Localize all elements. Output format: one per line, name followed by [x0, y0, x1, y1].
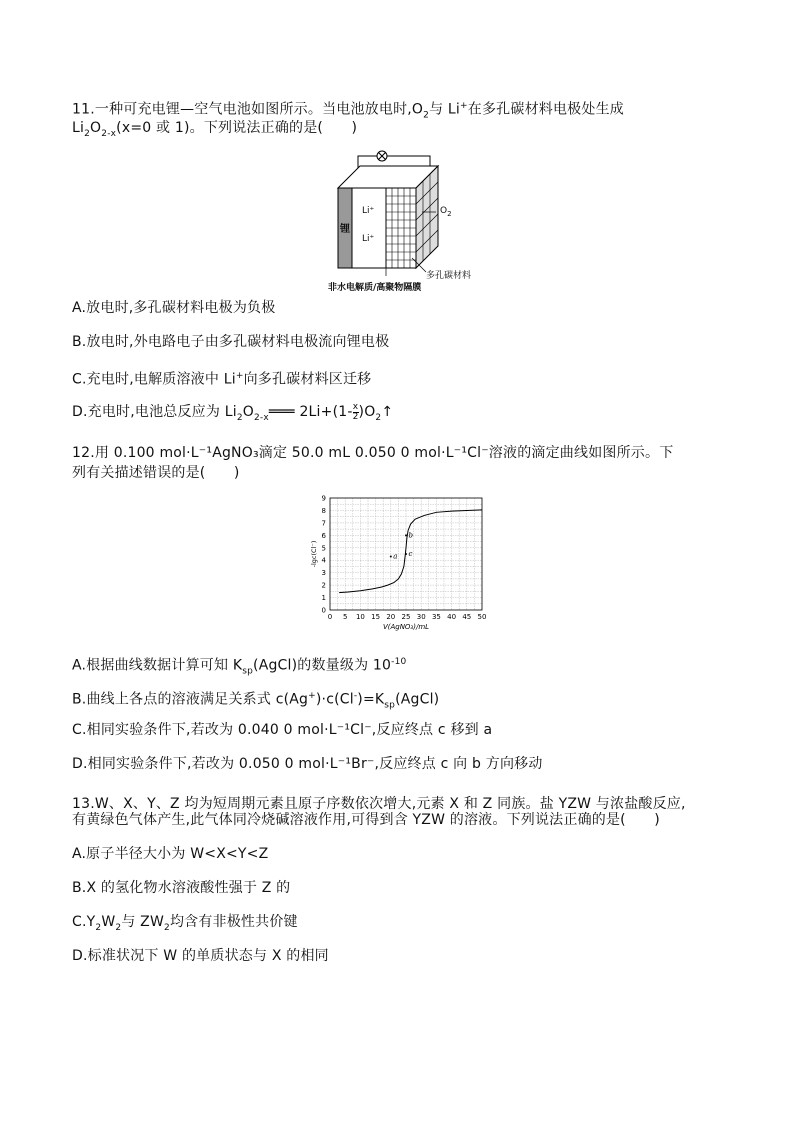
fraction-x-over-2: $\frac{x}{2}$ [352, 401, 359, 422]
label-li-ion-2: Li⁺ [362, 234, 375, 244]
q11-option-a: A.放电时,多孔碳材料电极为负极 [72, 300, 276, 316]
y-tick-label: 8 [321, 506, 326, 515]
electrolyte-region [352, 188, 386, 268]
y-axis-label: -lgc(Cl⁻) [310, 540, 318, 568]
x-tick-label: 30 [416, 613, 426, 621]
q13-stem-line2: 有黄绿色气体产生,此气体同冷烧碱溶液作用,可得到含 YZW 的溶液。下列说法正确的是( ) [72, 812, 660, 828]
x-tick-label: 50 [477, 613, 487, 621]
q13-option-a: A.原子半径大小为 W<X<Y<Z [72, 846, 269, 862]
point-label-a: a [393, 552, 398, 561]
q12-stem-line1: 12.用 0.100 mol·L⁻¹AgNO₃滴定 50.0 mL 0.050 0 mol·L⁻¹Cl⁻溶液的滴定曲线如图所示。下 [72, 445, 674, 461]
y-tick-label: 9 [321, 494, 326, 503]
x-tick-label: 10 [355, 613, 365, 621]
y-tick-label: 6 [321, 531, 326, 540]
point-label-b: b [408, 531, 413, 540]
x-axis-label: V(AgNO₃)/mL [382, 623, 430, 631]
x-tick-label: 35 [431, 613, 441, 621]
point-c [405, 553, 407, 555]
point-b [405, 534, 407, 536]
x-tick-label: 0 [327, 613, 333, 621]
q12-option-c: C.相同实验条件下,若改为 0.040 0 mol·L⁻¹Cl⁻,反应终点 c 移到 a [72, 722, 493, 738]
x-tick-label: 5 [342, 613, 348, 621]
battery-svg [330, 148, 470, 288]
titration-chart-svg [308, 492, 496, 638]
y-tick-label: 5 [321, 544, 326, 553]
x-tick-label: 20 [386, 613, 396, 621]
q11-option-c: C.充电时,电解质溶液中 Li+向多孔碳材料区迁移 [72, 371, 372, 388]
q11-option-d: D.充电时,电池总反应为 $Li_2O_{2-x}═══$ 2Li+(1- $\frac{x}{2}$ )$O_2↑$ [72, 401, 394, 423]
x-tick-label: 45 [462, 613, 472, 621]
y-tick-label: 0 [321, 606, 326, 615]
y-tick-label: 1 [321, 594, 326, 603]
y-tick-label: 2 [321, 581, 326, 590]
q12-option-b: B.曲线上各点的溶液满足关系式 $c(Ag^+)\cdot c(Cl^-)=K_{sp}(AgCl)$ [72, 691, 440, 711]
point-label-c: c [408, 550, 413, 558]
q13-option-c: $C.Y_2W_2$与 $ZW_2$均含有非极性共价键 [72, 914, 298, 933]
q12-option-d: D.相同实验条件下,若改为 0.050 0 mol·L⁻¹Br⁻,反应终点 c 向 b 方向移动 [72, 756, 543, 772]
battery-diagram [330, 148, 470, 288]
y-tick-label: 7 [321, 519, 326, 528]
label-o2: $O_2$ [440, 206, 452, 218]
x-tick-label: 15 [371, 613, 381, 621]
q12-stem-line2: 列有关描述错误的是( ) [72, 465, 240, 481]
q13-option-d: D.标准状况下 W 的单质状态与 X 的相同 [72, 948, 329, 964]
label-li-ion-1: Li⁺ [362, 206, 375, 216]
q11-option-b: B.放电时,外电路电子由多孔碳材料电极流向锂电极 [72, 334, 390, 350]
q13-stem-line1: 13.W、X、Y、Z 均为短周期元素且原子序数依次增大,元素 X 和 Z 同族。盐 YZW 与浓盐酸反应, [72, 796, 686, 812]
q12-option-a: A.根据曲线数据计算可知 $K_{sp}(AgCl)$的数量级为 $10^{-10}$ [72, 657, 407, 677]
y-tick-label: 4 [321, 556, 326, 565]
q11-stem-line2: $Li_2O_{2-x}(x=0$ 或 1)。下列说法正确的是( ) [72, 120, 358, 139]
label-membrane: 非水电解质/高聚物隔膜 [328, 283, 422, 293]
q11-stem-line1: 11.一种可充电锂—空气电池如图所示。当电池放电时$,O_2$与 Li+在多孔碳材料电极处生成 [72, 101, 624, 121]
x-tick-label: 40 [447, 613, 457, 621]
label-lithium: 锂 [340, 224, 350, 235]
label-porous-carbon: 多孔碳材料 [426, 271, 472, 281]
point-a [390, 555, 392, 557]
q13-option-b: B.X 的氢化物水溶液酸性强于 Z 的 [72, 880, 291, 896]
titration-chart [308, 492, 496, 638]
y-tick-label: 3 [321, 569, 326, 578]
x-tick-label: 25 [401, 613, 411, 621]
